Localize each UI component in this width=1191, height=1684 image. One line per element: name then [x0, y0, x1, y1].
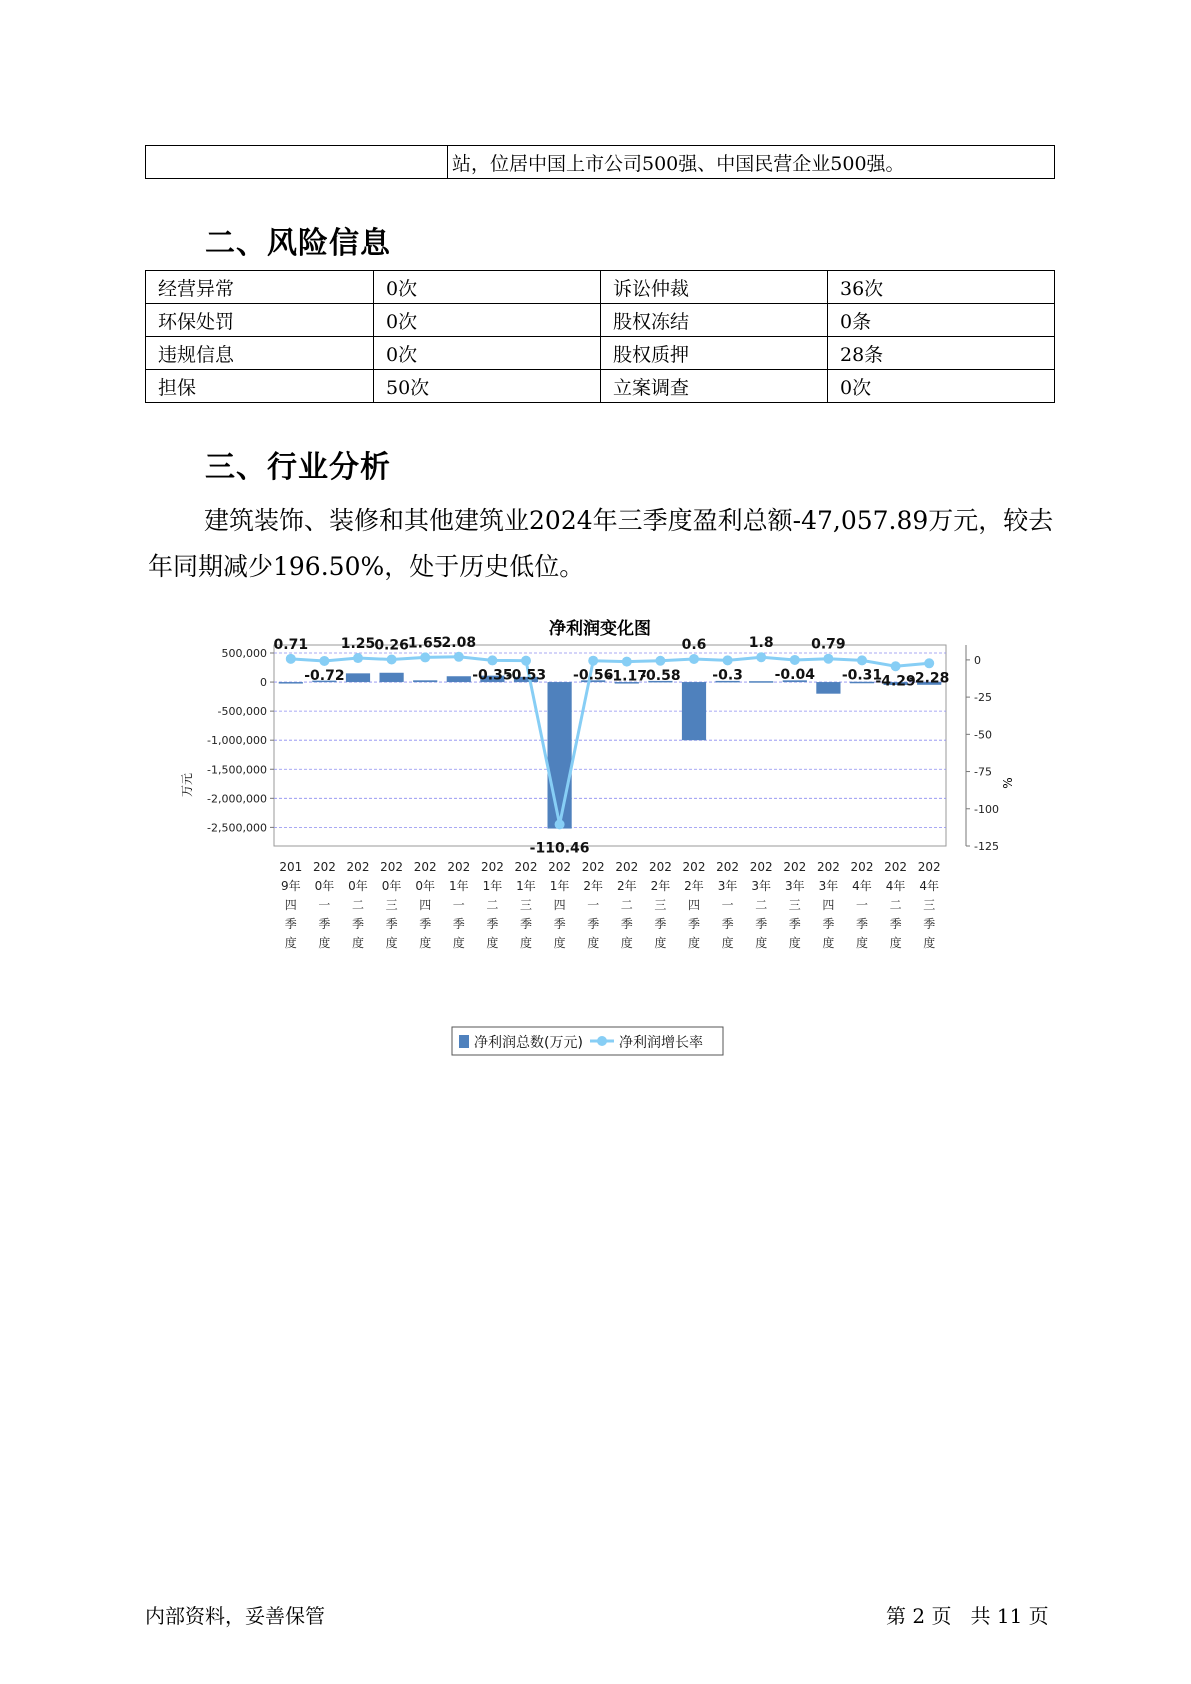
growth-point [588, 656, 598, 666]
risk-table-row [146, 370, 1055, 403]
risk-table-row [146, 271, 1055, 304]
x-tick-label: 202 0年三季度 [380, 860, 404, 950]
growth-point [387, 655, 397, 665]
bar [380, 673, 404, 682]
chart-y-axis-label: 万元 [180, 772, 194, 798]
risk-item-value: 0次 [374, 304, 601, 337]
risk-item-value: 0次 [374, 271, 601, 304]
data-label: -0.3 [712, 667, 743, 684]
chart-y2-axis-label: % [1001, 777, 1015, 789]
data-label: -0.58 [640, 667, 681, 684]
data-label: 1.65 [407, 635, 443, 652]
data-label: 1.25 [340, 636, 376, 653]
y-tick-label: -1,000,000 [207, 734, 267, 748]
risk-item-label: 股权质押 [601, 337, 828, 370]
chart-bars [279, 673, 942, 829]
y2-tick-label: -125 [974, 840, 999, 853]
y2-tick-label: -75 [974, 765, 992, 779]
y2-tick-label: -25 [974, 691, 992, 705]
x-tick-label: 202 2年二季度 [615, 860, 639, 950]
x-tick-label: 202 4年一季度 [850, 860, 874, 950]
growth-point [286, 654, 296, 664]
y-tick-label: -2,000,000 [207, 792, 267, 806]
data-label: -1.17 [606, 668, 647, 685]
chart-title: 净利润变化图 [549, 619, 651, 639]
growth-point [723, 655, 733, 665]
data-label: 0.79 [811, 636, 846, 653]
growth-point [756, 652, 766, 662]
data-label: 1.8 [748, 635, 774, 652]
risk-item-value: 0次 [374, 337, 601, 370]
risk-item-label: 担保 [146, 370, 374, 403]
risk-item-value: 28条 [828, 337, 1055, 370]
chart-data-labels [274, 635, 950, 857]
bar [749, 681, 773, 683]
growth-point [420, 652, 430, 662]
bar [346, 673, 370, 682]
growth-point [487, 655, 497, 665]
x-tick-label: 202 2年三季度 [648, 860, 672, 950]
y2-tick-label: -100 [974, 802, 999, 816]
growth-point [454, 652, 464, 662]
x-tick-label: 202 4年二季度 [884, 860, 908, 950]
top-table-cell-right: 站，位居中国上市公司500强、中国民营企业500强。 [448, 146, 1055, 179]
x-tick-label: 202 3年二季度 [749, 860, 773, 950]
risk-item-label: 股权冻结 [601, 304, 828, 337]
risk-table-row [146, 337, 1055, 370]
bar [548, 682, 572, 828]
top-table [145, 145, 1055, 179]
risk-table [145, 270, 1055, 403]
bar [447, 676, 471, 682]
data-label: 2.08 [441, 634, 477, 651]
data-label: -2.28 [909, 670, 950, 687]
x-tick-label: 201 9年四季度 [279, 860, 303, 950]
y-tick-label: 0 [260, 676, 267, 690]
growth-point [655, 656, 665, 666]
x-tick-label: 202 2年一季度 [581, 860, 605, 950]
growth-point [689, 654, 699, 664]
data-label: 0.6 [681, 636, 707, 653]
x-tick-label: 202 0年一季度 [312, 860, 336, 950]
growth-point [891, 661, 901, 671]
x-tick-label: 202 0年四季度 [413, 860, 437, 950]
y-tick-label: -2,500,000 [207, 821, 267, 835]
risk-item-label: 经营异常 [146, 271, 374, 304]
risk-item-value: 0条 [828, 304, 1055, 337]
industry-paragraph: 建筑装饰、装修和其他建筑业2024年三季度盈利总额-47,057.89万元，较去年同期减少196.50%，处于历史低位。 [148, 506, 1054, 581]
growth-point [857, 655, 867, 665]
data-label: -4.29 [875, 673, 916, 690]
bar [682, 682, 706, 740]
bar [816, 682, 840, 694]
x-tick-label: 202 4年三季度 [917, 860, 941, 950]
y-tick-label: 500,000 [221, 647, 267, 660]
risk-table-row [146, 304, 1055, 337]
x-tick-label: 202 2年四季度 [682, 860, 706, 950]
data-label: -0.72 [304, 667, 345, 684]
legend-line-marker [597, 1036, 607, 1046]
chart-legend [452, 1027, 723, 1055]
x-tick-label: 202 0年二季度 [346, 860, 370, 950]
data-label: -0.31 [841, 667, 883, 684]
risk-item-label: 违规信息 [146, 337, 374, 370]
x-tick-label: 202 1年二季度 [480, 860, 504, 950]
growth-point [622, 657, 632, 667]
data-label: -0.56 [573, 667, 614, 684]
x-tick-label: 202 3年一季度 [716, 860, 740, 950]
growth-point [521, 656, 531, 666]
risk-item-label: 环保处罚 [146, 304, 374, 337]
legend-line-label: 净利润增长率 [619, 1035, 703, 1051]
growth-point [353, 653, 363, 663]
x-tick-label: 202 1年一季度 [447, 860, 471, 950]
footer-left: 内部资料，妥善保管 [145, 1604, 325, 1628]
growth-point [319, 656, 329, 666]
x-tick-label: 202 3年三季度 [783, 860, 807, 950]
data-label: 0.71 [273, 636, 309, 653]
legend-bar-label: 净利润总数(万元) [474, 1035, 583, 1051]
bar [279, 682, 303, 684]
growth-point [823, 654, 833, 664]
risk-item-label: 诉讼仲裁 [601, 271, 828, 304]
y-tick-label: -500,000 [217, 705, 267, 719]
x-tick-label: 202 1年三季度 [514, 860, 538, 950]
footer-page-number: 第 2 页 共 11 页 [886, 1604, 1049, 1628]
y-tick-label: -1,500,000 [207, 763, 267, 777]
risk-item-label: 立案调查 [601, 370, 828, 403]
y2-tick-label: -50 [974, 728, 992, 742]
chart-axes [207, 645, 999, 950]
bar [413, 680, 437, 682]
growth-point [790, 655, 800, 665]
net-profit-chart [170, 615, 1030, 1075]
legend-bar-swatch [459, 1035, 469, 1048]
top-table-cell-left [146, 146, 448, 179]
section-heading-risk: 二、风险信息 [205, 226, 391, 261]
data-label: -0.04 [774, 666, 815, 683]
y2-tick-label: 0 [974, 653, 981, 667]
x-tick-label: 202 3年四季度 [816, 860, 840, 950]
growth-point [924, 658, 934, 668]
data-label: -0.35 [472, 667, 513, 684]
data-label: -0.53 [505, 667, 547, 684]
growth-point [555, 819, 565, 829]
x-tick-label: 202 1年四季度 [548, 860, 572, 950]
risk-item-value: 50次 [374, 370, 601, 403]
section-heading-industry: 三、行业分析 [205, 450, 391, 485]
data-label: 0.26 [374, 637, 409, 654]
risk-item-value: 0次 [828, 370, 1055, 403]
data-label: -110.46 [529, 840, 590, 857]
risk-item-value: 36次 [828, 271, 1055, 304]
